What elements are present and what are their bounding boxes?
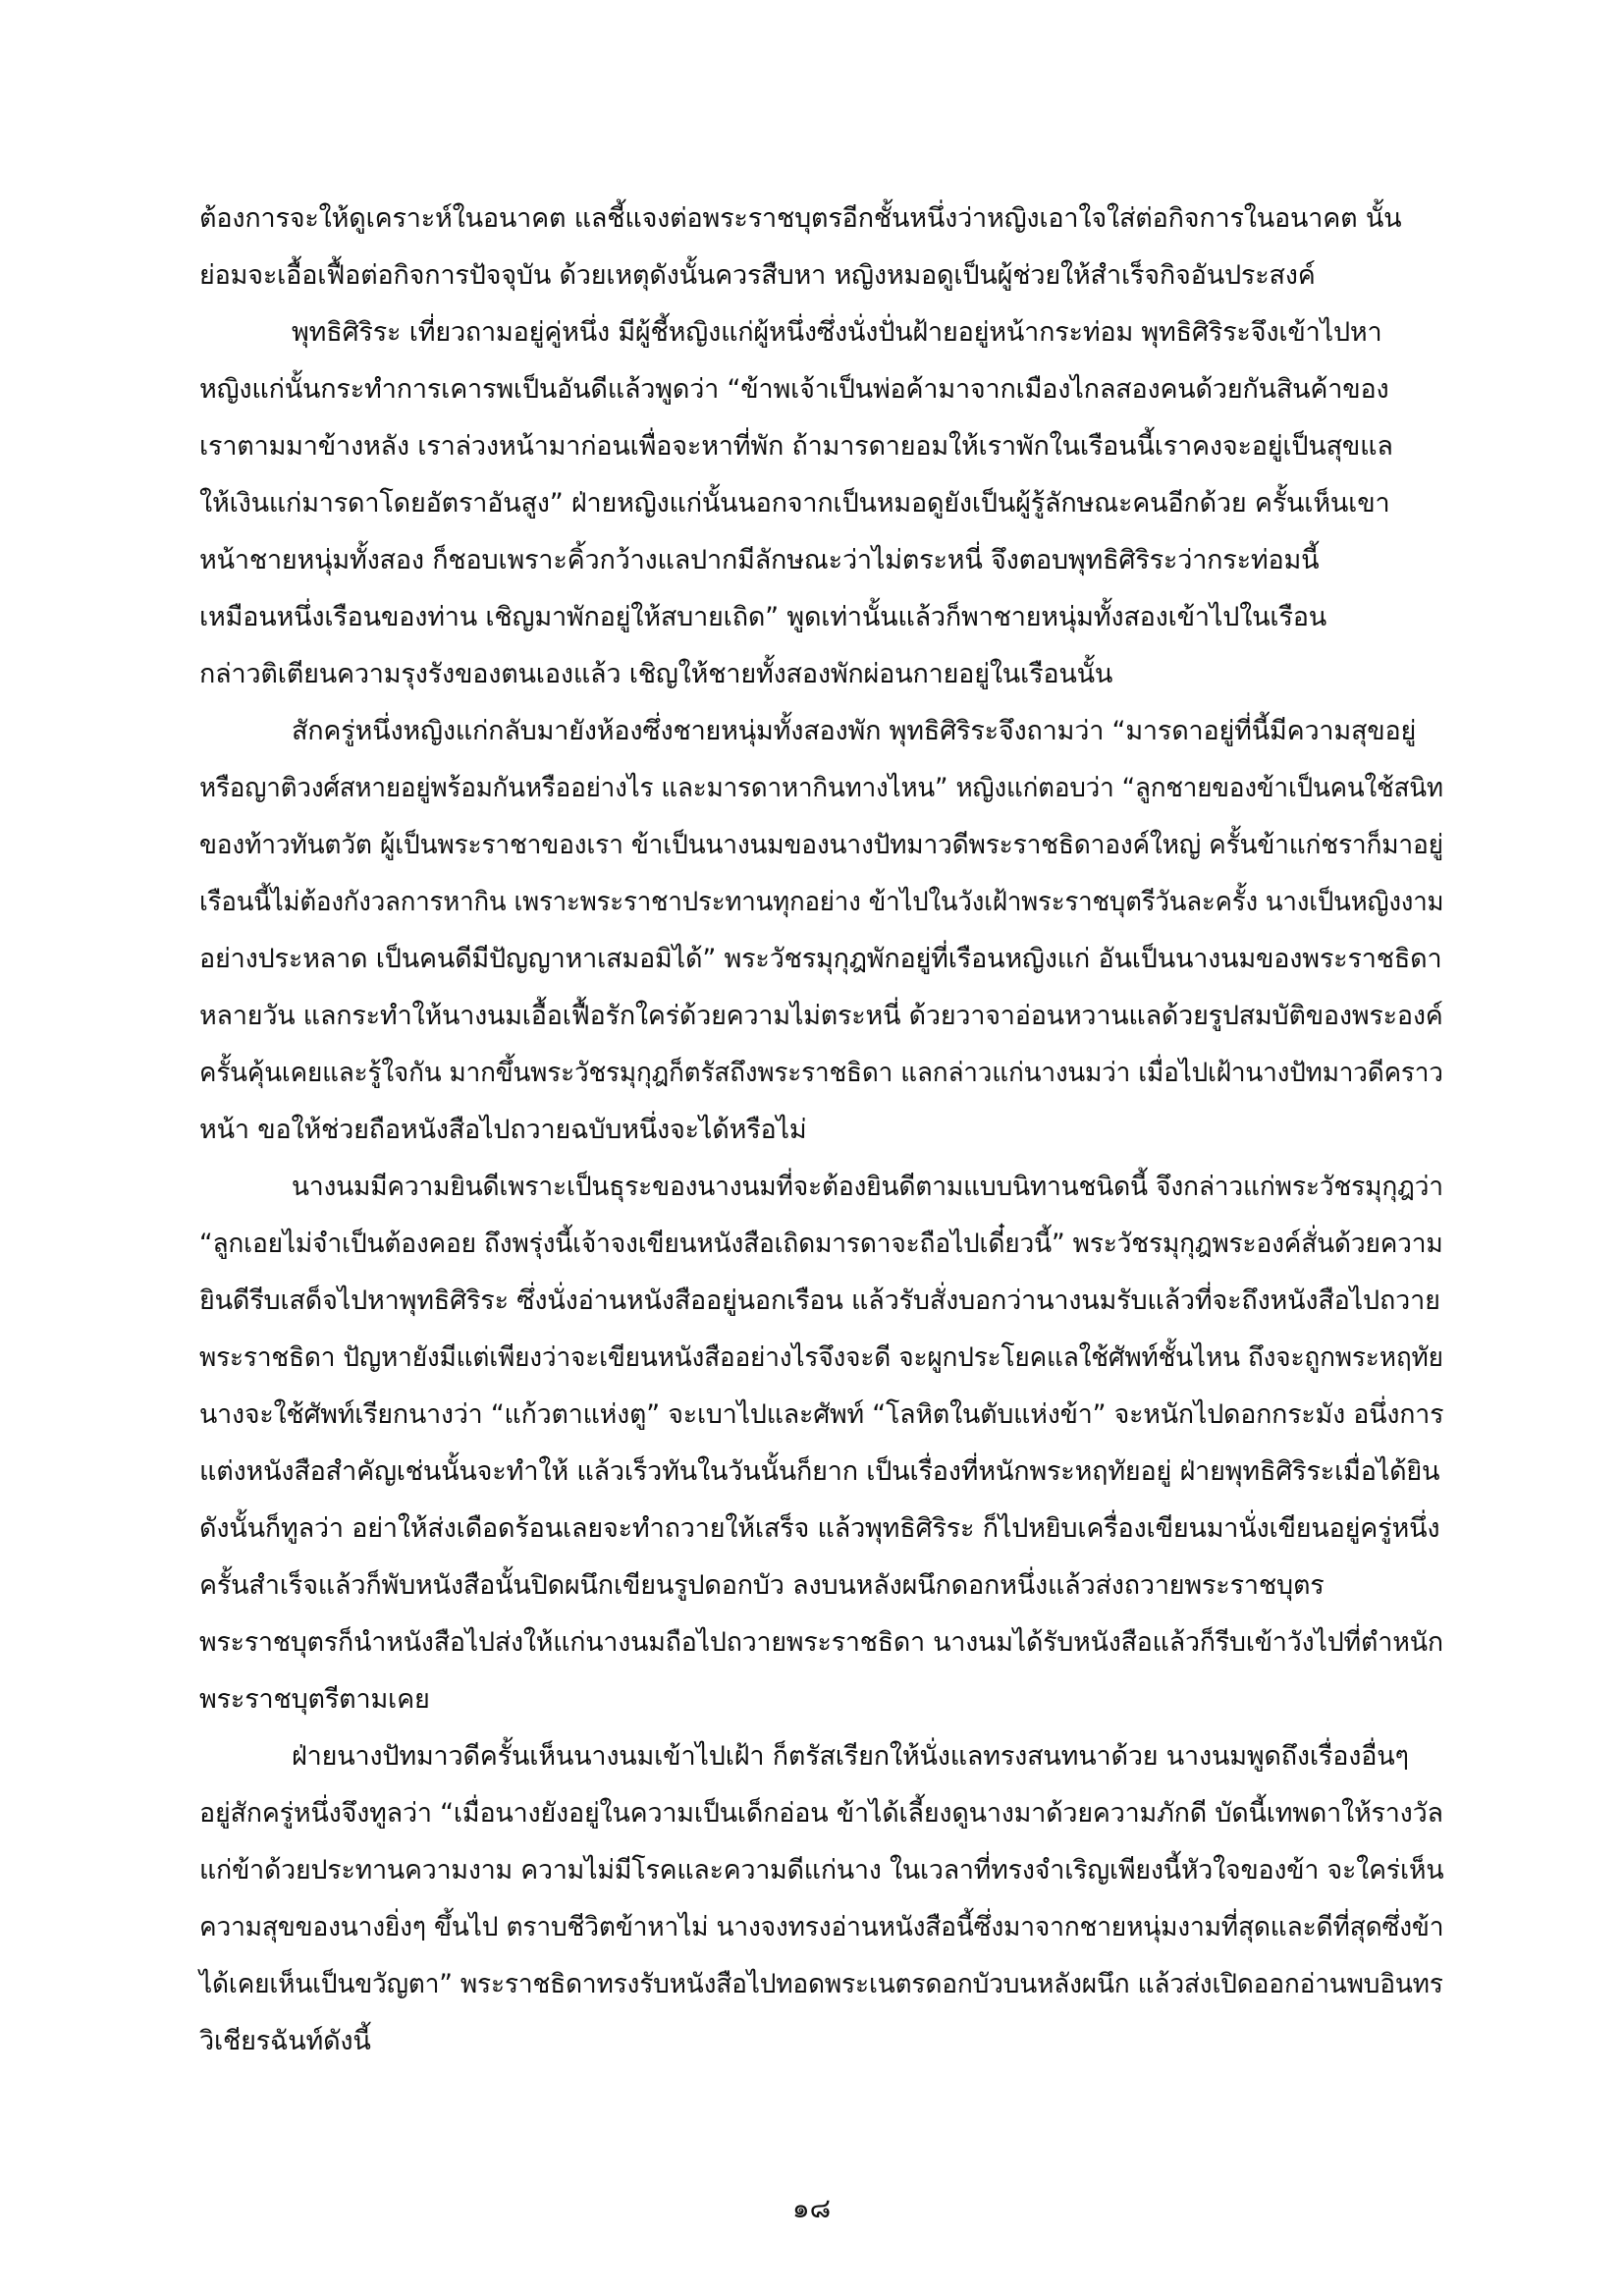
text-line: อยู่สักครู่หนึ่งจึงทูลว่า “เมื่อนางยังอยู่ในความเป็นเด็กอ่อน ข้าได้เลี้ยงดูนางมาด้วยความภักดี บัดนี้เทพดาให้รางวัล [199,1798,1443,1829]
text-line: หรือญาติวงศ์สหายอยู่พร้อมกันหรืออย่างไร และมารดาหากินทางไหน” หญิงแก่ตอบว่า “ลูกชายของข้าเป็นคนใช้สนิท [199,773,1443,803]
text-line: ฝ่ายนางปัทมาวดีครั้นเห็นนางนมเข้าไปเฝ้า ก็ตรัสเรียกให้นั่งแลทรงสนทนาด้วย นางนมพูดถึงเรื่องอื่นๆ [292,1741,1409,1772]
text-line: อย่างประหลาด เป็นคนดีมีปัญญาหาเสมอมิได้” พระวัชรมุกุฎพักอยู่ที่เรือนหญิงแก่ อันเป็นนางนมของพระราชธิดา [199,944,1442,974]
text-line: กล่าวติเตียนความรุงรังของตนเองแล้ว เชิญให้ชายทั้งสองพักผ่อนกายอยู่ในเรือนนั้น [199,659,1113,689]
text-line: ยินดีรีบเสด็จไปหาพุทธิศิริระ ซึ่งนั่งอ่านหนังสืออยู่นอกเรือน แล้วรับสั่งบอกว่านางนมรับแล้วที่จะถึงหนังสือไปถวาย [199,1285,1440,1316]
text-line: ครั้นคุ้นเคยและรู้ใจกัน มากขึ้นพระวัชรมุกุฎก็ตรัสถึงพระราชธิดา แลกล่าวแก่นางนมว่า เมื่อไปเฝ้านางปัทมาวดีคราว [199,1058,1443,1088]
text-line: เรือนนี้ไม่ต้องกังวลการหากิน เพราะพระราชาประทานทุกอย่าง ข้าไปในวังเฝ้าพระราชบุตรีวันละครั้ง นางเป็นหญิงงาม [199,887,1444,917]
text-line: หญิงแก่นั้นกระทำการเคารพเป็นอันดีแล้วพูดว่า “ข้าพเจ้าเป็นพ่อค้ามาจากเมืองไกลสองคนด้วยกันสินค้าของ [199,374,1389,405]
text-line: พระราชธิดา ปัญหายังมีแต่เพียงว่าจะเขียนหนังสืออย่างไรจึงจะดี จะผูกประโยคแลใช้ศัพท์ชั้นไหน ถึงจะถูกพระหฤทัย [199,1342,1443,1373]
text-line: พระราชบุตรก็นำหนังสือไปส่งให้แก่นางนมถือไปถวายพระราชธิดา นางนมได้รับหนังสือแล้วก็รีบเข้าวังไปที่ตำหนัก [199,1627,1443,1658]
text-line: แต่งหนังสือสำคัญเช่นนั้นจะทำให้ แล้วเร็วทันในวันนั้นก็ยาก เป็นเรื่องที่หนักพระหฤทัยอยู่ ฝ่ายพุทธิศิริระเมื่อได้ยิน [199,1456,1440,1487]
text-line: พุทธิศิริระ เที่ยวถามอยู่คู่หนึ่ง มีผู้ชี้หญิงแก่ผู้หนึ่งซึ่งนั่งปั่นฝ้ายอยู่หน้ากระท่อม พุทธิศิริระจึงเข้าไปหา [292,317,1382,348]
text-line: หลายวัน แลกระทำให้นางนมเอื้อเฟื้อรักใคร่ด้วยความไม่ตระหนี่ ด้วยวาจาอ่อนหวานแลด้วยรูปสมบัติของพระองค์ [199,1001,1443,1031]
text-line: นางจะใช้ศัพท์เรียกนางว่า “แก้วตาแห่งตู” จะเบาไปและศัพท์ “โลหิตในตับแห่งข้า” จะหนักไปดอกกระมัง อนึ่งการ [199,1399,1444,1430]
text-line: ได้เคยเห็นเป็นขวัญตา” พระราชธิดาทรงรับหนังสือไปทอดพระเนตรดอกบัวบนหลังผนึก แล้วส่งเปิดออกอ่านพบอินทร [199,1969,1443,1999]
text-line: เราตามมาข้างหลัง เราล่วงหน้ามาก่อนเพื่อจะหาที่พัก ถ้ามารดายอมให้เราพักในเรือนนี้เราคงจะอยู่เป็นสุขแล [199,431,1393,462]
text-line: ต้องการจะให้ดูเคราะห์ในอนาคต แลชี้แจงต่อพระราชบุตรอีกชั้นหนึ่งว่าหญิงเอาใจใส่ต่อกิจการในอนาคต นั้น [199,203,1402,234]
text-line: พระราชบุตรีตามเคย [199,1684,430,1715]
text-line: ของท้าวทันตวัต ผู้เป็นพระราชาของเรา ข้าเป็นนางนมของนางปัทมาวดีพระราชธิดาองค์ใหญ่ ครั้นข้าแก่ชราก็มาอยู่ [199,830,1443,860]
text-line: ความสุขของนางยิ่งๆ ขึ้นไป ตราบชีวิตข้าหาไม่ นางจงทรงอ่านหนังสือนี้ซึ่งมาจากชายหนุ่มงามที่สุดและดีที่สุดซึ่งข้า [199,1912,1444,1942]
text-line: ย่อมจะเอื้อเฟื้อต่อกิจการปัจจุบัน ด้วยเหตุดังนั้นควรสืบหา หญิงหมอดูเป็นผู้ช่วยให้สำเร็จกิจอันประสงค์ [199,260,1316,291]
text-line: หน้าชายหนุ่มทั้งสอง ก็ชอบเพราะคิ้วกว้างแลปากมีลักษณะว่าไม่ตระหนี่ จึงตอบพุทธิศิริระว่ากระท่อมนี้ [199,545,1320,575]
page-number: ๑๘ [791,2192,832,2224]
text-line: นางนมมีความยินดีเพราะเป็นธุระของนางนมที่จะต้องยินดีตามแบบนิทานชนิดนี้ จึงกล่าวแก่พระวัชรมุกุฎว่า [292,1172,1443,1202]
text-line: ให้เงินแก่มารดาโดยอัตราอันสูง” ฝ่ายหญิงแก่นั้นนอกจากเป็นหมอดูยังเป็นผู้รู้ลักษณะคนอีกด้วย ครั้นเห็นเขา [199,488,1390,519]
text-line: สักครู่หนึ่งหญิงแก่กลับมายังห้องซึ่งชายหนุ่มทั้งสองพัก พุทธิศิริระจึงถามว่า “มารดาอยู่ที่นี้มีความสุขอยู่ [292,716,1417,746]
text-line: ครั้นสำเร็จแล้วก็พับหนังสือนั้นปิดผนึกเขียนรูปดอกบัว ลงบนหลังผนึกดอกหนึ่งแล้วส่งถวายพระราชบุตร [199,1570,1325,1601]
text-line: วิเชียรฉันท์ดังนี้ [199,2026,371,2056]
text-line: “ลูกเอยไม่จำเป็นต้องคอย ถึงพรุ่งนี้เจ้าจงเขียนหนังสือเถิดมารดาจะถือไปเดี๋ยวนี้” พระวัชรมุกุฎพระองค์สั่นด้วยความ [199,1229,1443,1259]
text-line: ดังนั้นก็ทูลว่า อย่าให้ส่งเดือดร้อนเลยจะทำถวายให้เสร็จ แล้วพุทธิศิริระ ก็ไปหยิบเครื่องเขียนมานั่งเขียนอยู่ครู่หนึ่ง [199,1513,1440,1544]
text-line: เหมือนหนึ่งเรือนของท่าน เชิญมาพักอยู่ให้สบายเถิด” พูดเท่านั้นแล้วก็พาชายหนุ่มทั้งสองเข้าไปในเรือน [199,602,1327,632]
text-line: หน้า ขอให้ช่วยถือหนังสือไปถวายฉบับหนึ่งจะได้หรือไม่ [199,1115,807,1145]
text-line: แก่ข้าด้วยประทานความงาม ความไม่มีโรคและความดีแก่นาง ในเวลาที่ทรงจำเริญเพียงนี้หัวใจของข้า จะใคร่เห็น [199,1855,1444,1886]
